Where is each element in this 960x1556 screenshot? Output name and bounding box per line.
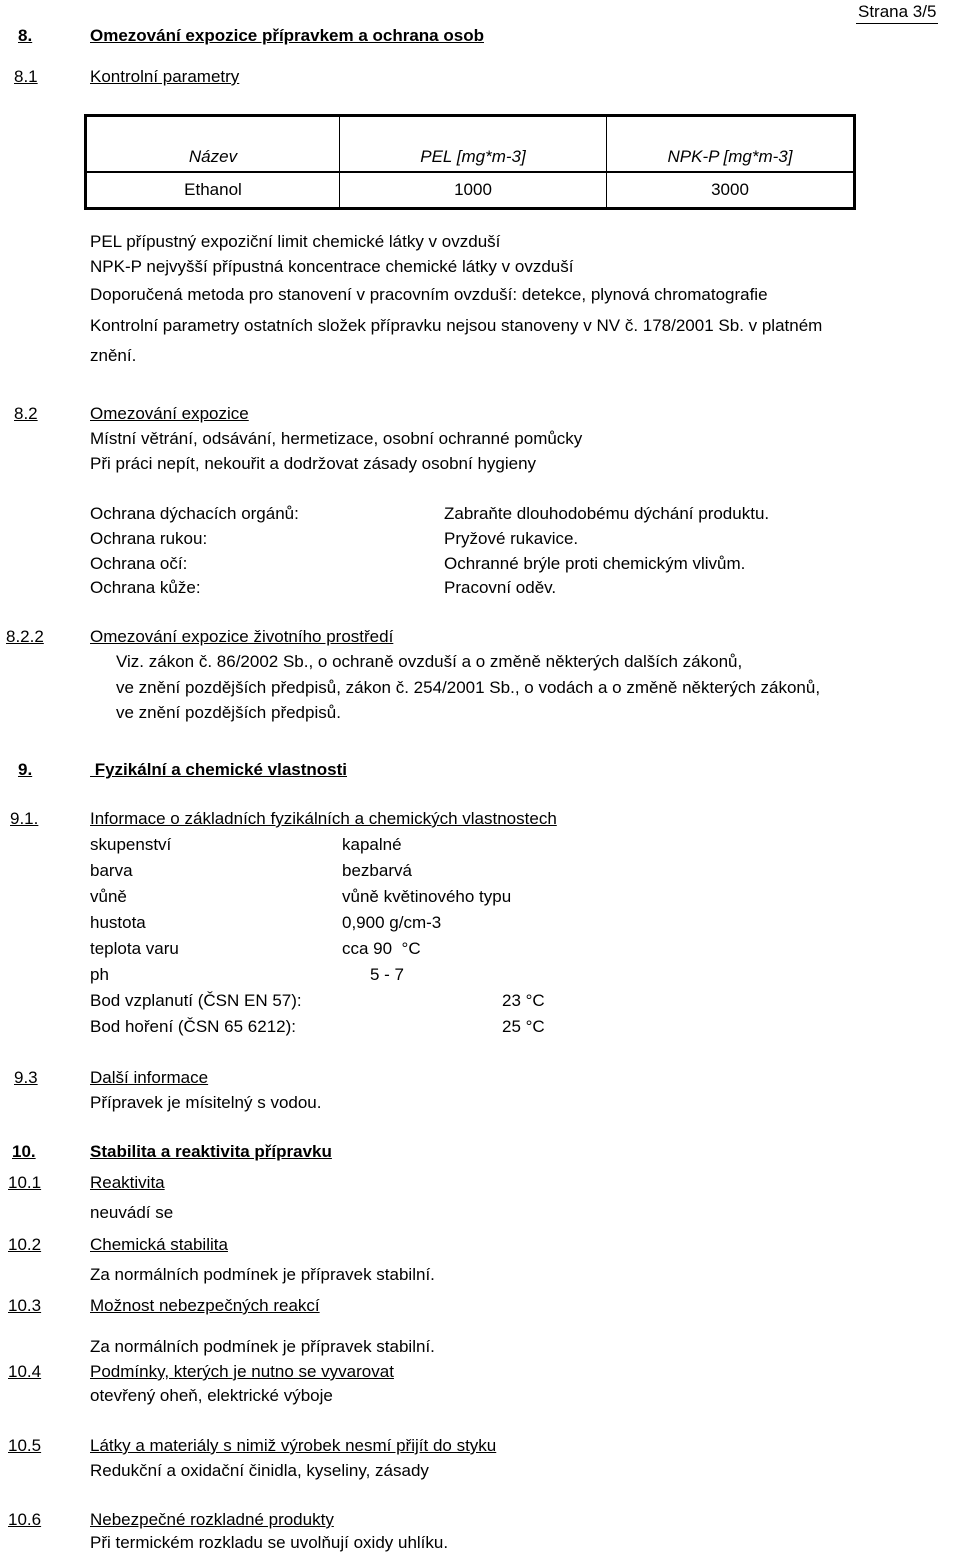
table-header-npk: NPK-P [mg*m-3] (607, 116, 855, 173)
exposure-line-1: Místní větrání, odsávání, hermetizace, osobní ochranné pomůcky (90, 429, 583, 448)
protection-value: Pracovní oděv. (444, 578, 557, 597)
protection-label: Ochrana očí: (90, 554, 188, 573)
subsection-title: Možnost nebezpečných reakcí (90, 1296, 320, 1315)
subsection-number: 10.2 (8, 1235, 42, 1254)
property-value: bezbarvá (342, 861, 412, 880)
property-label: hustota (90, 913, 146, 932)
property-label: vůně (90, 887, 127, 906)
section-8-2-title: Omezování expozice (90, 404, 249, 423)
environment-law-line-1: Viz. zákon č. 86/2002 Sb., o ochraně ovzduší a o změně některých dalších zákonů, (116, 652, 743, 671)
property-label: ph (90, 965, 109, 984)
exposure-limits-table (84, 114, 856, 210)
subsection-text: Při termickém rozkladu se uvolňují oxidy uhlíku. (90, 1533, 449, 1552)
section-8-number: 8. (18, 26, 33, 45)
subsection-number: 10.3 (8, 1296, 42, 1315)
table-header-pel: PEL [mg*m-3] (340, 116, 607, 173)
property-label: barva (90, 861, 133, 880)
table-header-name: Název (86, 116, 340, 173)
subsection-title: Nebezpečné rozkladné produkty (90, 1510, 334, 1529)
property-value: 5 - 7 (370, 965, 405, 984)
protection-label: Ochrana kůže: (90, 578, 201, 597)
environment-law-line-2: ve znění pozdějších předpisů, zákon č. 254/2001 Sb., o vodách a o změně některých zákonů, (116, 678, 821, 697)
subsection-number: 10.6 (8, 1510, 42, 1529)
subsection-number: 10.4 (8, 1362, 42, 1381)
subsection-number: 10.5 (8, 1436, 42, 1455)
property-label: Bod hoření (ČSN 65 6212): (90, 1017, 297, 1036)
subsection-title: Reaktivita (90, 1173, 165, 1192)
section-10-title: Stabilita a reaktivita přípravku (90, 1142, 332, 1161)
section-9-1-number: 9.1. (10, 809, 39, 828)
table-cell-pel: 1000 (340, 172, 607, 209)
page-number: Strana 3/5 (856, 2, 938, 24)
section-10-number: 10. (12, 1142, 36, 1161)
section-9-3-title: Další informace (90, 1068, 209, 1087)
pel-definition: PEL přípustný expoziční limit chemické látky v ovzduší (90, 232, 501, 251)
subsection-text: Redukční a oxidační činidla, kyseliny, zásady (90, 1461, 429, 1480)
subsection-text: Za normálních podmínek je přípravek stabilní. (90, 1265, 435, 1284)
property-value: kapalné (342, 835, 402, 854)
section-8-2-2-title: Omezování expozice životního prostředí (90, 627, 394, 646)
section-9-1-title: Informace o základních fyzikálních a chemických vlastnostech (90, 809, 557, 828)
section-8-1-number: 8.1 (14, 67, 38, 86)
section-8-2-2-number: 8.2.2 (6, 627, 44, 646)
property-value: 25 °C (502, 1017, 545, 1036)
protection-value: Zabraňte dlouhodobému dýchání produktu. (444, 504, 770, 523)
table-row (86, 172, 855, 209)
subsection-title: Podmínky, kterých je nutno se vyvarovat (90, 1362, 394, 1381)
protection-value: Pryžové rukavice. (444, 529, 579, 548)
subsection-text: otevřený oheň, elektrické výboje (90, 1386, 333, 1405)
section-9-number: 9. (18, 760, 33, 779)
section-8-title: Omezování expozice přípravkem a ochrana osob (90, 26, 484, 45)
protection-value: Ochranné brýle proti chemickým vlivům. (444, 554, 746, 573)
table-cell-npk: 3000 (607, 172, 855, 209)
subsection-text: Za normálních podmínek je přípravek stabilní. (90, 1337, 435, 1356)
environment-law-line-3: ve znění pozdějších předpisů. (116, 703, 341, 722)
property-value: cca 90 °C (342, 939, 421, 958)
miscibility-note: Přípravek je mísitelný s vodou. (90, 1093, 322, 1112)
section-8-1-title: Kontrolní parametry (90, 67, 240, 86)
subsection-title: Chemická stabilita (90, 1235, 228, 1254)
other-components-note: Kontrolní parametry ostatních složek přípravku nejsou stanoveny v NV č. 178/2001 Sb. v platném (90, 316, 823, 335)
property-value: 23 °C (502, 991, 545, 1010)
property-value: 0,900 g/cm-3 (342, 913, 442, 932)
property-label: teplota varu (90, 939, 179, 958)
recommended-method: Doporučená metoda pro stanovení v pracovním ovzduší: detekce, plynová chromatografie (90, 285, 768, 304)
section-9-title: Fyzikální a chemické vlastnosti (90, 760, 348, 779)
property-label: Bod vzplanutí (ČSN EN 57): (90, 991, 302, 1010)
other-components-note-cont: znění. (90, 346, 137, 365)
section-9-3-number: 9.3 (14, 1068, 38, 1087)
subsection-number: 10.1 (8, 1173, 42, 1192)
property-value: vůně květinového typu (342, 887, 512, 906)
subsection-text: neuvádí se (90, 1203, 174, 1222)
npk-definition: NPK-P nejvyšší přípustná koncentrace chemické látky v ovzduší (90, 257, 574, 276)
table-cell-substance: Ethanol (86, 172, 340, 209)
exposure-line-2: Při práci nepít, nekouřit a dodržovat zásady osobní hygieny (90, 454, 537, 473)
protection-label: Ochrana dýchacích orgánů: (90, 504, 299, 523)
property-label: skupenství (90, 835, 172, 854)
section-8-2-number: 8.2 (14, 404, 38, 423)
subsection-title: Látky a materiály s nimiž výrobek nesmí přijít do styku (90, 1436, 497, 1455)
table-header-row (86, 116, 855, 173)
protection-label: Ochrana rukou: (90, 529, 208, 548)
